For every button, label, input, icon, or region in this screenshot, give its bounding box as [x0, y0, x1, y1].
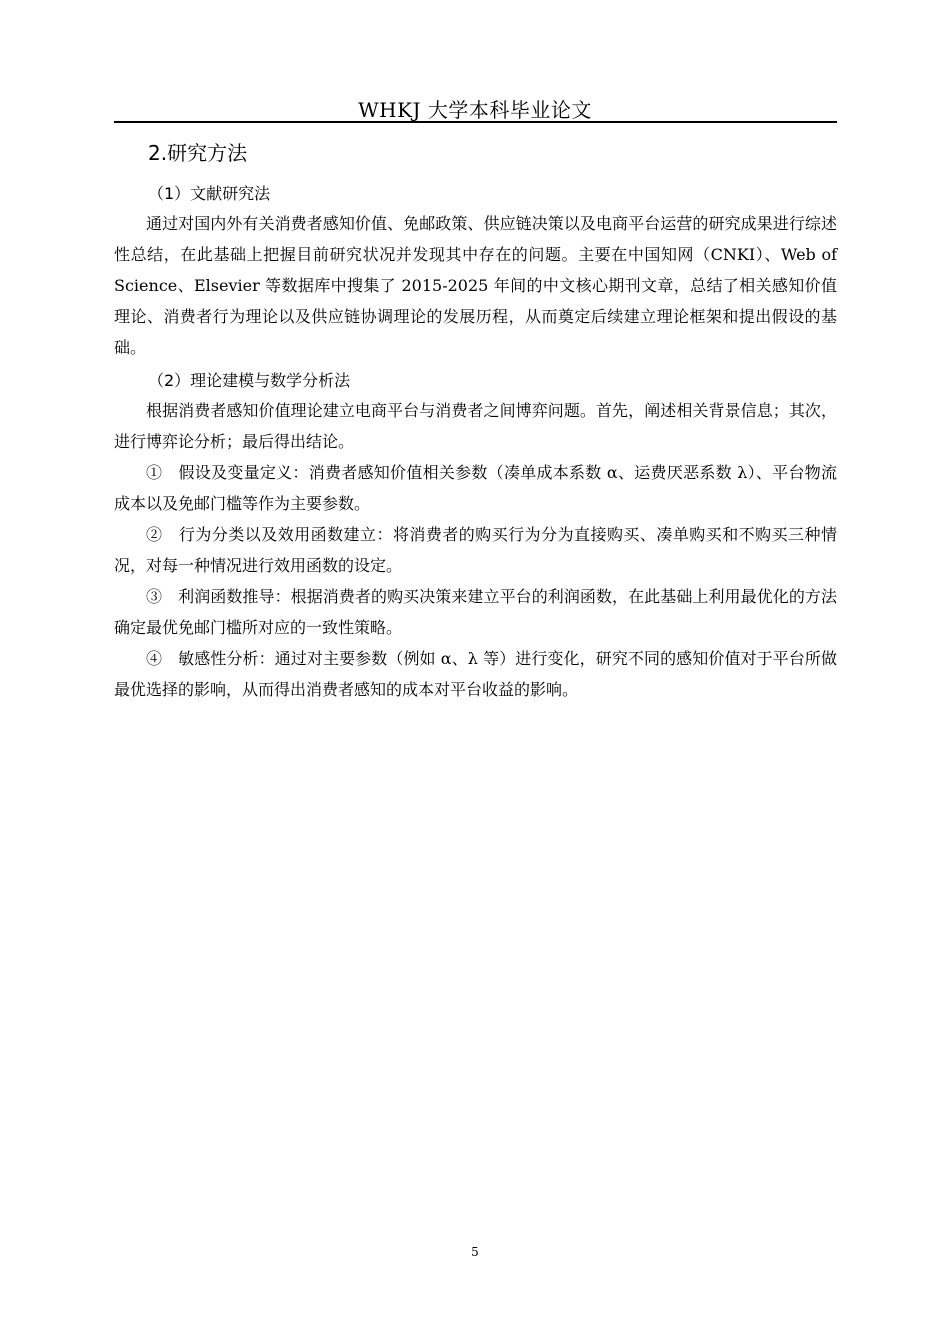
method-item-assumptions: ① 假设及变量定义：消费者感知价值相关参数（凑单成本系数 α、运费厌恶系数 λ）、平台物流成本以及免邮门槛等作为主要参数。 [114, 463, 837, 513]
subsection-heading-modeling: （2）理论建模与数学分析法 [148, 371, 351, 390]
section-heading: 2.研究方法 [148, 141, 248, 165]
header-rule [114, 121, 837, 123]
literature-paragraph: 通过对国内外有关消费者感知价值、免邮政策、供应链决策以及电商平台运营的研究成果进行综述性总结，在此基础上把握目前研究状况并发现其中存在的问题。主要在中国知网（CNKI）、Web of Science、Elsevier 等数据库中搜集了 2015-2025 年间的中文核心期刊文章，总结了相关感知价值理论、消费者行为理论以及供应链协调理论的发展历程，从而奠定后续建立理论框架和提出假设的基础。 [114, 214, 837, 357]
running-header-title: WHKJ 大学本科毕业论文 [358, 98, 592, 122]
modeling-paragraph: 根据消费者感知价值理论建立电商平台与消费者之间博弈问题。首先，阐述相关背景信息；其次，进行博弈论分析；最后得出结论。 [114, 401, 837, 451]
subsection-heading-literature: （1）文献研究法 [148, 184, 271, 203]
page-number: 5 [471, 1245, 479, 1259]
method-item-sensitivity: ④ 敏感性分析：通过对主要参数（例如 α、λ 等）进行变化，研究不同的感知价值对于平台所做最优选择的影响，从而得出消费者感知的成本对平台收益的影响。 [114, 649, 837, 699]
method-item-utility: ② 行为分类以及效用函数建立：将消费者的购买行为分为直接购买、凑单购买和不购买三种情况，对每一种情况进行效用函数的设定。 [114, 525, 837, 575]
method-item-profit: ③ 利润函数推导：根据消费者的购买决策来建立平台的利润函数，在此基础上利用最优化的方法确定最优免邮门槛所对应的一致性策略。 [114, 587, 837, 637]
